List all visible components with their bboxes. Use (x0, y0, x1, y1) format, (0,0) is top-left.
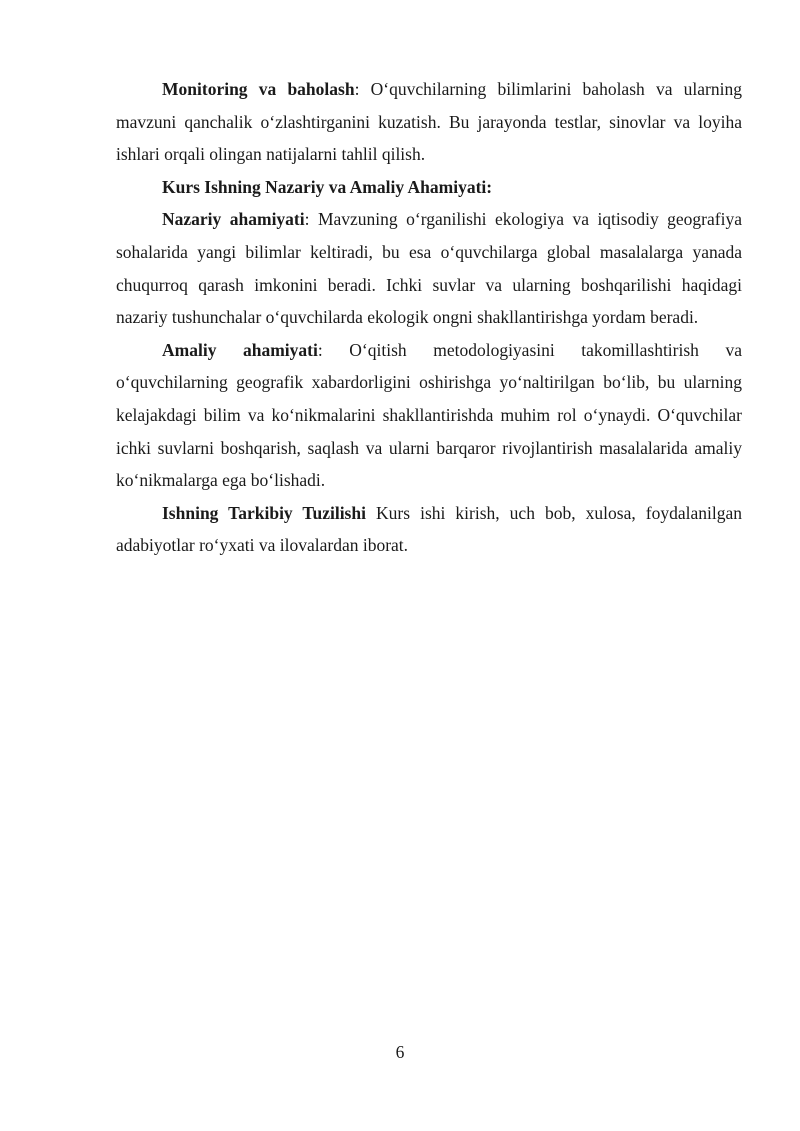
paragraph-nazariy-text: : Mavzuning o‘rganilishi ekologiya va iqtisodiy geografiya sohalarida yangi bilimlar keltiradi, bu esa o‘quvchilarga global masalalarga yanada chuqurroq qarash imkonini beradi. Ichki suvlar va ularning boshqarilishi haqidagi nazariy tushunchalar o‘quvchilarda ekologik ongni shakllantirishga yordam beradi. (116, 209, 742, 328)
paragraph-monitoring-text: : O‘quvchilarning bilimlarini baholash va ularning mavzuni qanchalik o‘zlashtirganini kuzatish. Bu jarayonda testlar, sinovlar va loyiha ishlari orqali olingan natijalarni tahlil qilish. (116, 79, 742, 165)
paragraph-amaliy-text: : O‘qitish metodologiyasini takomillashtirish va o‘quvchilarning geografik xabardorligini oshirishga yo‘naltirilgan bo‘lib, bu ularning kelajakdagi bilim va ko‘nikmalarini shakllantirishda muhim rol o‘ynaydi. O‘quvchilar ichki suvlarni boshqarish, saqlash va ularni barqaror rivojlantirish masalalarida amaliy ko‘nikmalarga ega bo‘lishadi. (116, 339, 743, 491)
term-nazariy: Nazariy ahamiyati (162, 209, 305, 230)
section-heading: Kurs Ishning Nazariy va Amaliy Ahamiyati: (162, 176, 493, 197)
term-monitoring: Monitoring va baholash (162, 79, 355, 99)
paragraph-tuzilishi-text: Kurs ishi kirish, uch bob, xulosa, foydalanilgan adabiyotlar ro‘yxati va ilovalardan iborat. (116, 502, 742, 556)
page-number: 6 (395, 1042, 405, 1062)
paragraph-nazariy (116, 203, 742, 333)
paragraph-amaliy (116, 334, 742, 497)
document-body (116, 73, 742, 562)
paragraph-monitoring (116, 73, 742, 171)
paragraph-tuzilishi (116, 497, 742, 562)
term-amaliy: Amaliy ahamiyati (162, 339, 318, 360)
term-tuzilishi: Ishning Tarkibiy Tuzilishi (162, 502, 366, 523)
